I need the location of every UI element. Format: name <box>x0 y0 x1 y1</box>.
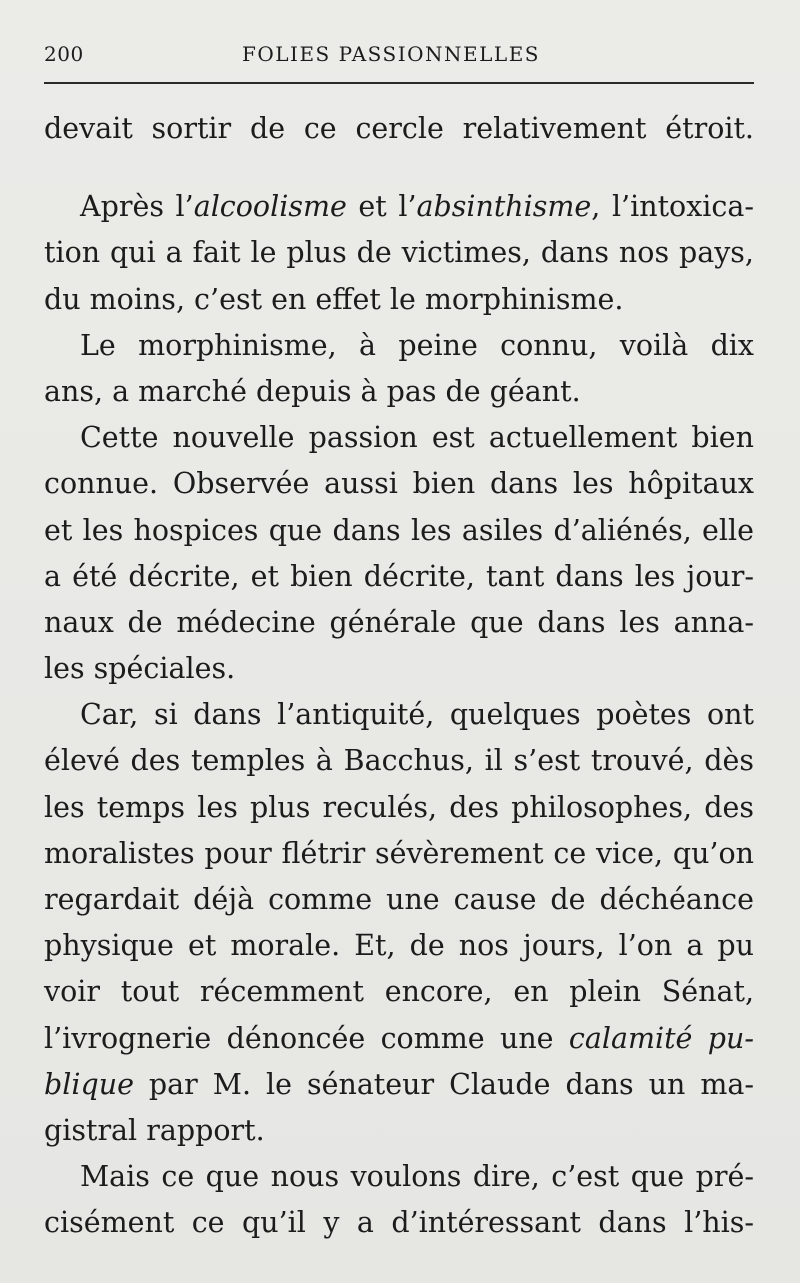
page-number: 200 <box>44 42 84 66</box>
text-line: moralistes pour flétrir sévèrement ce vice, qu’on <box>44 836 754 870</box>
text-run: et l’ <box>346 190 417 224</box>
text-line: du moins, c’est en effet le morphinisme. <box>44 282 624 316</box>
text-line: tion qui a fait le plus de victimes, dans nos pays, <box>44 236 754 270</box>
text-line <box>44 1062 754 1108</box>
text-line: voir tout récemment encore, en plein Sénat, <box>44 975 754 1009</box>
text-line: connue. Observée aussi bien dans les hôpitaux <box>44 467 754 501</box>
italic-term-calamite: calamité pu- <box>568 1021 754 1055</box>
text-line: gistral rapport. <box>44 1113 265 1147</box>
italic-term-absinthisme: absinthisme <box>416 190 592 224</box>
body-text <box>44 106 754 1247</box>
text-run: l’ivrognerie dénoncée comme une <box>44 1021 569 1055</box>
text-line: les temps les plus reculés, des philosophes, des <box>44 790 754 824</box>
italic-term-alcoolisme: alcoolisme <box>193 190 347 224</box>
text-line: et les hospices que dans les asiles d’aliénés, elle <box>44 513 754 547</box>
text-line: Mais ce que nous voulons dire, c’est que pré- <box>80 1160 754 1194</box>
text-line: devait sortir de ce cercle relativement étroit. <box>44 112 754 145</box>
text-line: ans, a marché depuis à pas de géant. <box>44 374 581 408</box>
text-line: a été décrite, et bien décrite, tant dans les jour- <box>44 559 754 593</box>
italic-term-blique: blique <box>44 1067 134 1101</box>
text-run: , l’intoxica- <box>591 190 754 224</box>
text-line: Cette nouvelle passion est actuellement bien <box>80 421 754 455</box>
text-run: Après l’ <box>80 190 194 224</box>
text-run: par M. le sénateur Claude dans un ma- <box>133 1067 754 1101</box>
text-line: Car, si dans l’antiquité, quelques poètes ont <box>80 698 754 732</box>
text-line: naux de médecine générale que dans les anna- <box>44 605 754 639</box>
running-head <box>44 40 754 70</box>
text-line: regardait déjà comme une cause de déchéance <box>44 883 754 916</box>
text-line <box>44 184 754 230</box>
paragraph-gap <box>44 152 754 184</box>
text-line <box>44 1016 754 1062</box>
text-line: élevé des temples à Bacchus, il s’est trouvé, dès <box>44 744 754 778</box>
text-line: cisément ce qu’il y a d’intéressant dans l’his- <box>44 1206 754 1240</box>
header-rule <box>44 82 754 84</box>
text-line: Le morphinisme, à peine connu, voilà dix <box>80 328 754 362</box>
running-title: FOLIES PASSIONNELLES <box>242 42 540 66</box>
text-line: physique et morale. Et, de nos jours, l’on a pu <box>44 929 754 963</box>
text-line: les spéciales. <box>44 652 236 686</box>
